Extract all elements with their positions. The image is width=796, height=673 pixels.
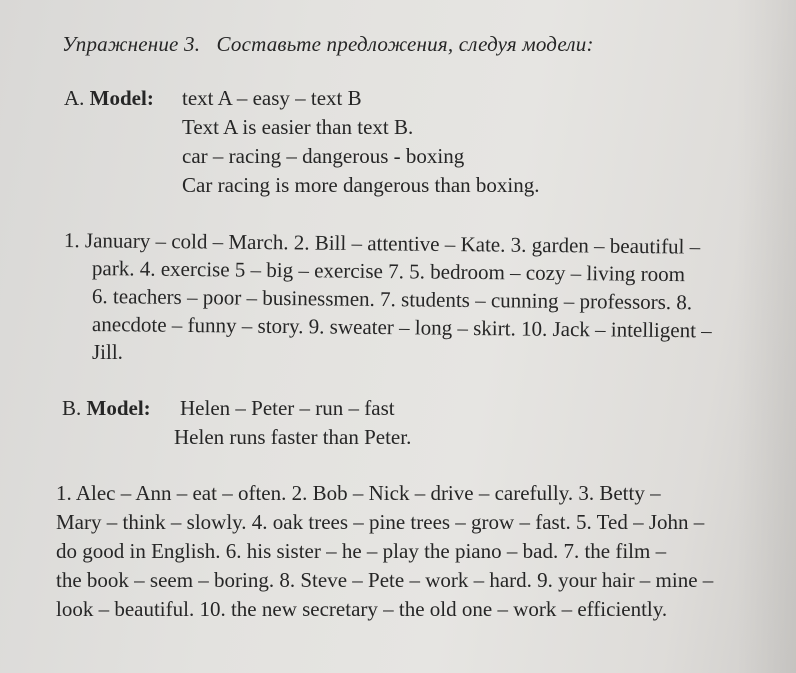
section-a-task-line: 1. January – cold – March. 2. Bill – attentive – Kate. 3. garden – beautiful – [63,228,701,259]
section-b-letter: B. [62,396,82,420]
section-b-model-line: Helen – Peter – run – fast [180,396,395,420]
section-a-model-line: car – racing – dangerous - boxing [182,144,465,168]
section-b-task-line: look – beautiful. 10. the new secretary – the old one – work – efficiently. [56,597,668,621]
section-a-task-line: Jill. [92,340,123,364]
exercise-instruction: Составьте предложения, следуя модели: [216,32,594,56]
section-b-task-line: 1. Alec – Ann – eat – often. 2. Bob – Nick – drive – carefully. 3. Betty – [56,481,661,505]
section-b-model-row [62,398,151,419]
section-a-letter: A. [64,86,85,110]
section-a-model-line: Car racing is more dangerous than boxing. [182,173,540,197]
section-a-model-label: Model: [89,86,154,110]
section-b-model-label: Model: [86,396,151,420]
section-a-task-line: anecdote – funny – story. 9. sweater – long – skirt. 10. Jack – intelligent – [91,312,712,343]
exercise-heading [62,32,594,57]
section-a-model-line: Text A is easier than text B. [182,115,414,139]
section-a-model-row [64,88,154,109]
section-a-model-line: text A – easy – text B [182,86,362,110]
section-b-task-line: the book – seem – boring. 8. Steve – Pete – work – hard. 9. your hair – mine – [56,568,714,592]
page-edge-shadow [736,0,796,673]
section-b-model-line: Helen runs faster than Peter. [174,425,412,449]
section-a-task-line: park. 4. exercise 5 – big – exercise 7. 5. bedroom – cozy – living room [91,256,686,287]
section-a-task-line: 6. teachers – poor – businessmen. 7. students – cunning – professors. 8. [91,284,693,315]
section-b-task-line: do good in English. 6. his sister – he – play the piano – bad. 7. the film – [56,539,667,563]
section-b-task-line: Mary – think – slowly. 4. oak trees – pine trees – grow – fast. 5. Ted – John – [56,510,705,534]
exercise-title: Упражнение 3. [62,32,201,56]
